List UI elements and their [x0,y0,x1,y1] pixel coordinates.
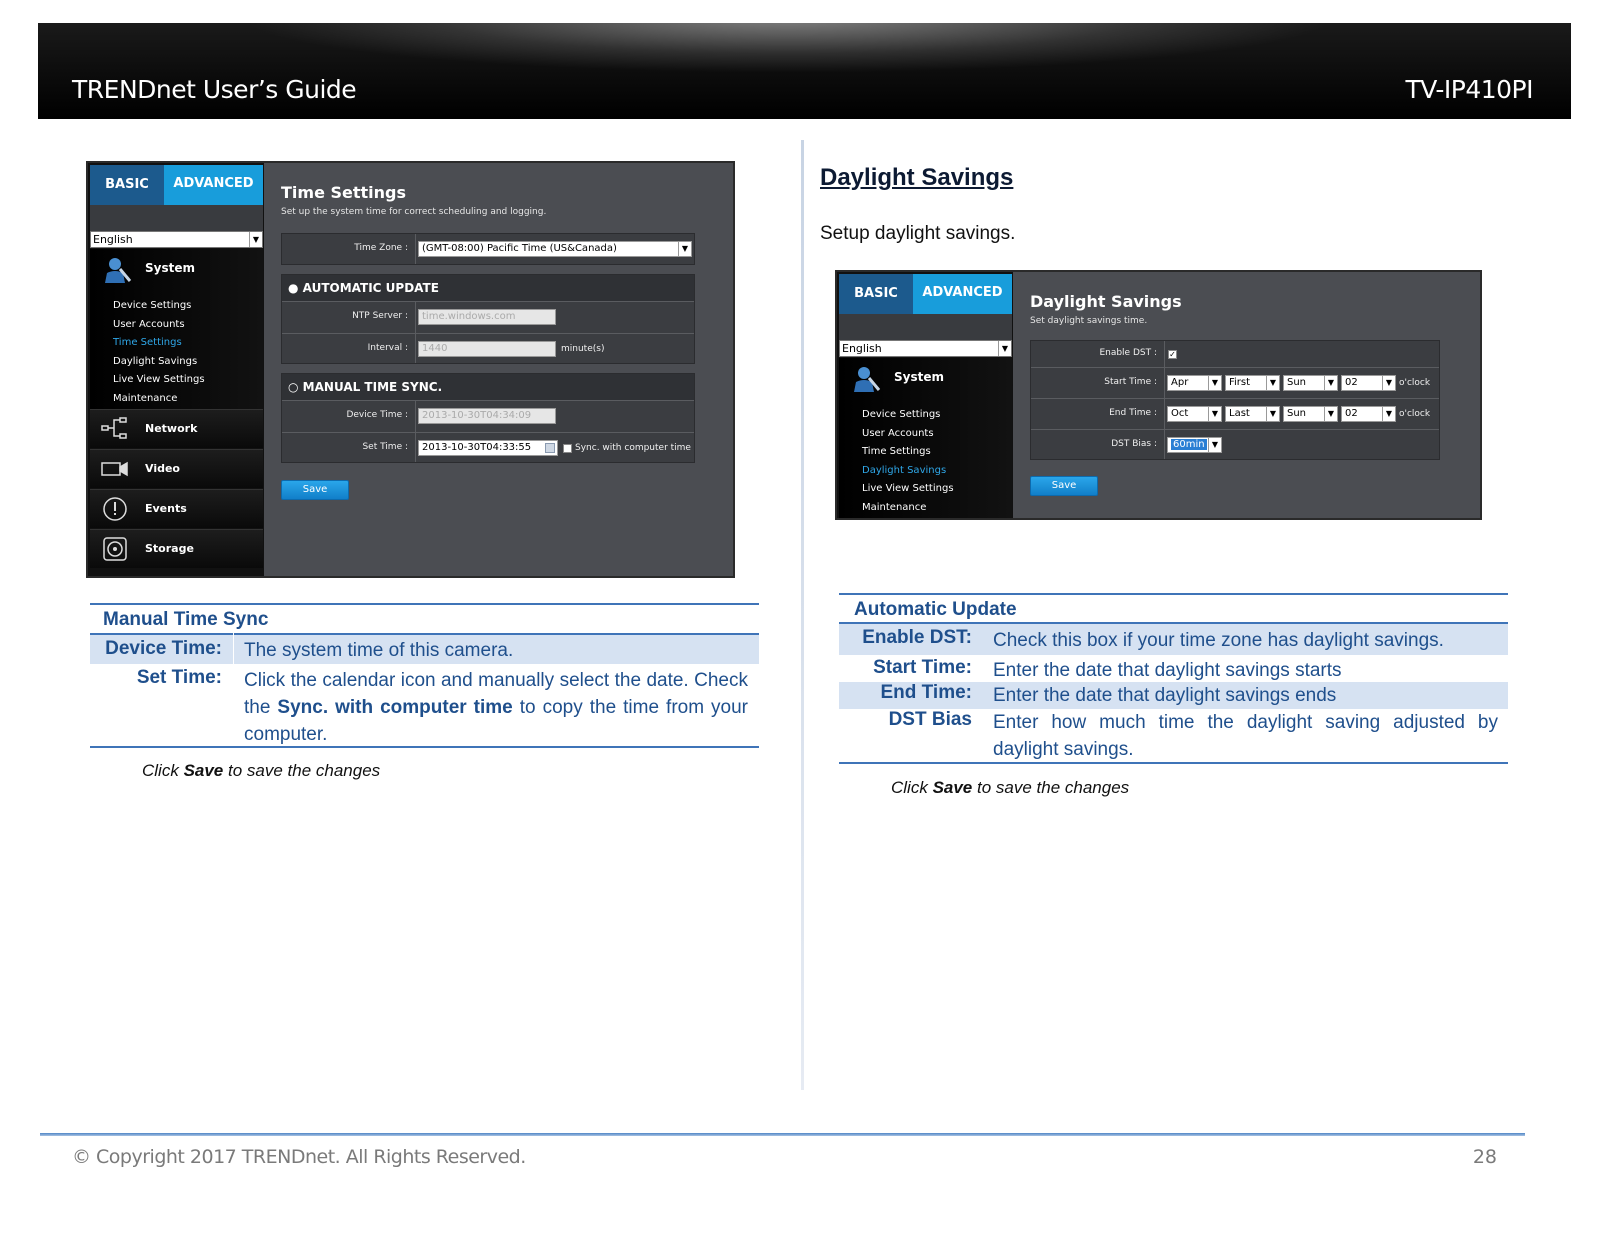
daylight-savings-screenshot [835,270,1482,520]
click-save-note: Click Save to save the changes [142,761,381,780]
tab-advanced[interactable]: ADVANCED [913,274,1012,314]
language-value: English [93,233,133,246]
row-key: End Time: [880,682,972,703]
start-day-select[interactable]: Sun ▼ [1283,375,1338,391]
table-row [839,655,1508,682]
menu-live-view-settings[interactable]: Live View Settings [862,483,954,494]
chevron-down-icon: ▼ [1382,407,1395,421]
system-tools-icon [851,364,881,394]
row-key: Device Time: [105,638,222,659]
nav-label: Events [145,502,187,515]
time-zone-label: Time Zone : [354,243,408,253]
menu-daylight-savings[interactable]: Daylight Savings [862,464,947,476]
chevron-down-icon: ▼ [998,341,1011,356]
chevron-down-icon: ▼ [1324,376,1337,390]
menu-daylight-savings[interactable]: Daylight Savings [113,355,198,367]
ui-page-subtitle: Set daylight savings time. [1030,316,1148,326]
page-number: 28 [1472,1146,1497,1168]
menu-maintenance[interactable]: Maintenance [113,392,178,404]
language-select[interactable] [90,231,263,248]
ui-tabs [90,165,263,205]
automatic-update-table [839,593,1508,765]
storage-disk-icon [100,536,130,562]
menu-maintenance[interactable]: Maintenance [862,501,927,513]
tab-basic[interactable]: BASIC [839,274,913,314]
dst-bias-select[interactable]: 60min ▼ [1167,437,1222,453]
network-icon [100,416,130,442]
menu-device-settings[interactable]: Device Settings [113,300,192,311]
start-month-select[interactable]: Apr ▼ [1167,375,1222,391]
ui-page-subtitle: Set up the system time for correct scheduling and logging. [281,207,547,217]
interval-unit: minute(s) [561,344,605,354]
menu-device-settings[interactable]: Device Settings [862,409,941,420]
end-time-label: End Time : [1109,408,1157,418]
start-time-label: Start Time : [1104,377,1157,387]
daylight-form-panel [1030,340,1440,460]
tab-basic[interactable]: BASIC [90,165,164,205]
chevron-down-icon: ▼ [1208,407,1221,421]
ui-page-title: Daylight Savings [1030,292,1182,311]
set-time-label: Set Time : [362,442,408,452]
set-time-input[interactable]: 2013-10-30T04:33:55 [418,440,558,456]
row-value: The system time of this camera. [244,640,514,661]
ui-page-title: Time Settings [281,183,407,202]
sync-computer-checkbox[interactable] [563,444,572,453]
table-row [839,709,1508,764]
chevron-down-icon: ▼ [249,232,262,247]
end-hour-select[interactable]: 02 ▼ [1341,406,1396,422]
menu-time-settings[interactable]: Time Settings [862,446,931,457]
save-button[interactable]: Save [1030,476,1098,496]
time-zone-select[interactable]: (GMT-08:00) Pacific Time (US&Canada) ▼ [418,241,692,257]
table-row [90,633,759,664]
start-week-select[interactable]: First ▼ [1225,375,1280,391]
interval-input[interactable]: 1440 [418,341,556,357]
system-label: System [145,261,195,275]
section-title: Daylight Savings [820,164,1014,191]
chevron-down-icon: ▼ [1208,376,1221,390]
row-key: DST Bias [888,709,972,730]
device-time-label: Device Time : [346,410,408,420]
daylight-savings-main [1013,272,1480,518]
nav-label: Network [145,422,198,435]
nav-network[interactable] [90,409,263,448]
menu-user-accounts[interactable]: User Accounts [862,427,934,439]
save-button[interactable]: Save [281,480,349,500]
device-time-input: 2013-10-30T04:34:09 [418,408,556,424]
system-tools-icon [102,255,132,285]
interval-label: Interval : [367,343,408,353]
row-value: Enter how much time the daylight saving adjusted by daylight savings. [993,712,1498,760]
row-value: Enter the date that daylight savings ends [993,685,1337,706]
menu-live-view-settings[interactable]: Live View Settings [113,374,205,385]
dst-bias-label: DST Bias : [1111,439,1157,449]
menu-user-accounts[interactable]: User Accounts [113,318,185,330]
ui-tabs [839,274,1012,314]
manual-sync-head[interactable]: ○ MANUAL TIME SYNC. [282,374,694,400]
automatic-update-panel [281,274,695,364]
oclock-label: o'clock [1399,378,1431,388]
nav-label: Storage [145,542,194,555]
manual-time-sync-table [90,603,759,748]
table-row [839,682,1508,709]
model-name: TV-IP410PI [1405,75,1533,104]
video-camera-icon [100,456,130,482]
table-row [90,664,759,746]
nav-video[interactable] [90,449,263,488]
menu-time-settings[interactable]: Time Settings [113,337,182,348]
row-value: Check this box if your time zone has daylight savings. [993,630,1444,651]
nav-storage[interactable] [90,529,263,568]
end-week-select[interactable]: Last ▼ [1225,406,1280,422]
section-description: Setup daylight savings. [820,223,1016,244]
row-value: Enter the date that daylight savings starts [993,660,1342,681]
copyright: © Copyright 2017 TRENDnet. All Rights Reserved. [72,1146,526,1168]
ntp-server-label: NTP Server : [352,311,408,321]
start-hour-select[interactable]: 02 ▼ [1341,375,1396,391]
end-day-select[interactable]: Sun ▼ [1283,406,1338,422]
page-header [38,23,1571,119]
tab-advanced[interactable]: ADVANCED [164,165,263,205]
automatic-update-head[interactable]: ● AUTOMATIC UPDATE [282,275,694,301]
guide-title: TRENDnet User’s Guide [72,75,357,104]
nav-label: Video [145,462,180,475]
nav-events[interactable] [90,489,263,528]
chevron-down-icon: ▼ [1324,407,1337,421]
row-key: Set Time: [136,667,222,688]
footer-rule [40,1133,1525,1136]
click-save-note: Click Save to save the changes [891,778,1130,797]
sync-computer-label: Sync. with computer time [575,443,691,453]
alert-icon [100,496,130,522]
enable-dst-label: Enable DST : [1099,348,1157,358]
language-select[interactable] [839,340,1012,357]
oclock-label: o'clock [1399,409,1431,419]
table-heading: Manual Time Sync [90,603,759,633]
system-label: System [894,370,944,384]
time-settings-main [264,163,733,576]
chevron-down-icon: ▼ [1208,438,1221,452]
chevron-down-icon: ▼ [1266,407,1279,421]
time-settings-screenshot [86,161,735,578]
system-menu [90,249,263,409]
language-value: English [842,342,882,355]
radio-selected-icon: ● [288,281,299,295]
row-value: Click the calendar icon and manually select the date. Check the Sync. with computer time to copy the time from your computer. [244,670,749,745]
column-divider [801,140,804,1090]
row-key: Enable DST: [862,627,972,648]
chevron-down-icon: ▼ [1266,376,1279,390]
system-menu [839,358,1012,518]
row-key: Start Time: [873,657,972,678]
radio-empty-icon: ○ [288,380,299,394]
time-zone-panel [281,233,695,265]
enable-dst-checkbox[interactable]: ✓ [1169,350,1176,359]
end-month-select[interactable]: Oct ▼ [1167,406,1222,422]
table-row [839,622,1508,655]
chevron-down-icon: ▼ [1382,376,1395,390]
calendar-icon[interactable] [545,443,555,453]
chevron-down-icon: ▼ [678,242,691,256]
table-heading: Automatic Update [839,593,1508,623]
ntp-server-input[interactable]: time.windows.com [418,309,556,325]
manual-sync-panel [281,373,695,463]
